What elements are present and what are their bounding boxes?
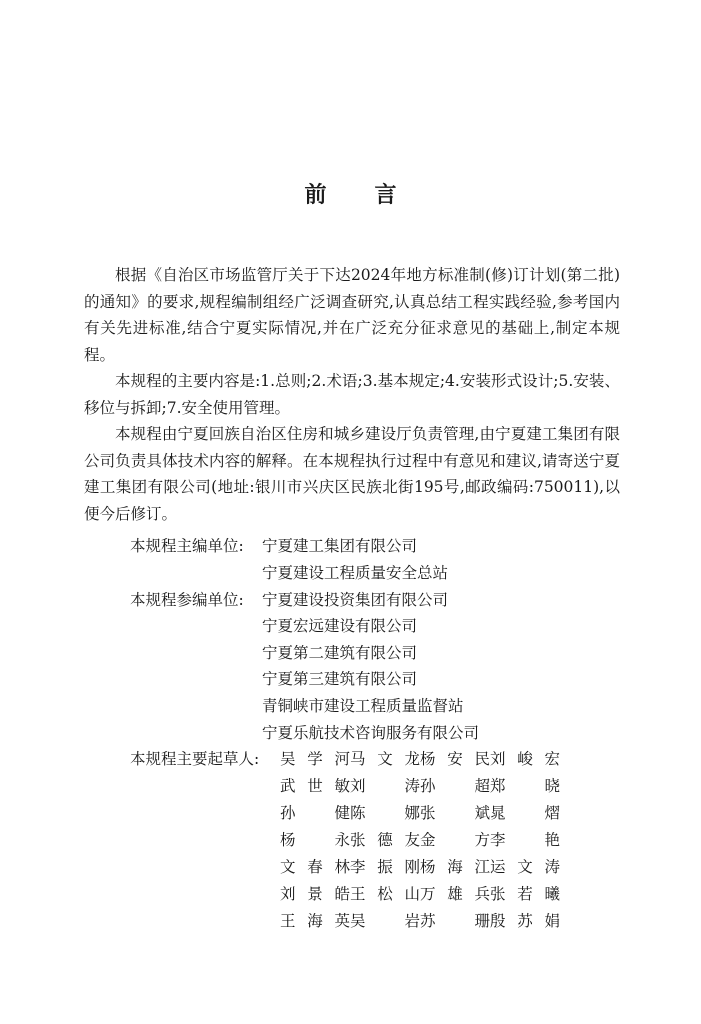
participating-units-row: [0, 613, 701, 640]
drafter-name: 王松山: [350, 885, 420, 903]
participating-unit-6: 宁夏乐航技术咨询服务有限公司: [262, 724, 480, 742]
drafter-name: 孙 超: [420, 777, 490, 795]
drafter-name: 金 方: [420, 831, 490, 849]
drafters-label: 本规程主要起草人:: [130, 750, 260, 768]
paragraph-basis: 根据《自治区市场监管厅关于下达2024年地方标准制(修)订计划(第二批)的通知》的要求,规程编制组经广泛调查研究,认真总结工程实践经验,参考国内有关先进标准,结合宁夏实际情况,并在广泛充分征求意见的基础上,制定本规程。: [84, 266, 620, 364]
chief-unit-1: 宁夏建工集团有限公司: [262, 537, 418, 555]
participating-units-row: [0, 693, 701, 720]
drafter-name: 张德友: [350, 831, 420, 849]
participating-unit-5: 青铜峡市建设工程质量监督站: [262, 697, 464, 715]
chief-unit-2: 宁夏建设工程质量安全总站: [262, 564, 449, 582]
drafters-row: [0, 827, 701, 854]
participating-units-row: [0, 666, 701, 693]
participating-units-label: 本规程参编单位:: [130, 591, 244, 609]
preface-body: [84, 262, 620, 527]
drafter-name: 运文涛: [490, 858, 560, 876]
drafter-name: 张 斌: [420, 804, 490, 822]
drafter-name: 万雄兵: [420, 885, 490, 903]
drafter-name: 刘 涛: [350, 777, 420, 795]
drafters-row: [0, 773, 701, 800]
participating-units-row: [0, 587, 701, 614]
drafters-row: [0, 881, 701, 908]
drafter-name: 李振刚: [350, 858, 420, 876]
chief-units-label: 本规程主编单位:: [130, 537, 244, 555]
drafter-name: 文春林: [280, 858, 350, 876]
page-title: [0, 178, 701, 209]
drafter-name: 殷苏娟: [490, 912, 560, 930]
participating-unit-1: 宁夏建设投资集团有限公司: [262, 591, 449, 609]
participating-units-row: [0, 640, 701, 667]
drafter-name: 刘峻宏: [490, 750, 560, 768]
participating-unit-3: 宁夏第二建筑有限公司: [262, 644, 418, 662]
drafter-name: 李 艳: [490, 831, 560, 849]
title-char-1: 前: [304, 182, 327, 208]
drafter-name: 马文龙: [350, 750, 420, 768]
drafter-name: 刘景皓: [280, 885, 350, 903]
chief-units-row: [0, 560, 701, 587]
drafter-name: 王海英: [280, 912, 350, 930]
title-char-2: 言: [374, 182, 397, 208]
drafter-name: 吴 岩: [350, 912, 420, 930]
drafter-name: 晁 熠: [490, 804, 560, 822]
drafter-name: 陈 娜: [350, 804, 420, 822]
drafters-row: [0, 800, 701, 827]
drafter-name: 孙 健: [280, 804, 350, 822]
drafter-name: 武世敏: [280, 777, 350, 795]
drafters-row: [0, 746, 701, 773]
paragraph-management: 本规程由宁夏回族自治区住房和城乡建设厅负责管理,由宁夏建工集团有限公司负责具体技术内容的解释。在本规程执行过程中有意见和建议,请寄送宁夏建工集团有限公司(地址:银川市兴庆区民族北街195号,邮政编码:750011),以便今后修订。: [84, 425, 620, 523]
drafter-name: 杨 永: [280, 831, 350, 849]
drafters-row: [0, 908, 701, 935]
drafter-name: 苏 珊: [420, 912, 490, 930]
participating-unit-2: 宁夏宏远建设有限公司: [262, 617, 418, 635]
participating-unit-4: 宁夏第三建筑有限公司: [262, 670, 418, 688]
drafters-row: [0, 854, 701, 881]
drafter-name: 张若曦: [490, 885, 560, 903]
drafter-name: 吴学河: [280, 750, 350, 768]
drafter-name: 郑 晓: [490, 777, 560, 795]
participating-units-row: [0, 720, 701, 747]
chief-units-row: [0, 533, 701, 560]
drafter-name: 杨安民: [420, 750, 490, 768]
drafter-name: 杨海江: [420, 858, 490, 876]
paragraph-contents: 本规程的主要内容是:1.总则;2.术语;3.基本规定;4.安装形式设计;5.安装、移位与拆卸;7.安全使用管理。: [84, 372, 620, 417]
